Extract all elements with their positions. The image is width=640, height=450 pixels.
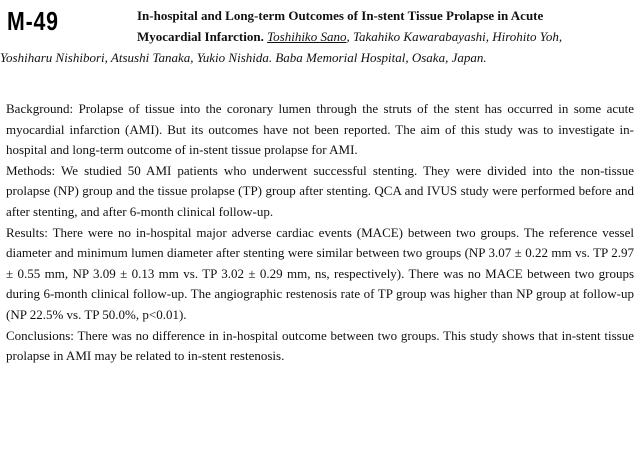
title-authors-line: [0, 26, 636, 47]
presenting-author: Toshihiko Sano: [267, 29, 347, 44]
conclusions-paragraph: [6, 326, 634, 367]
methods-paragraph: [6, 161, 634, 223]
authors-affiliation: Yoshiharu Nishibori, Atsushi Tanaka, Yukio Nishida. Baba Memorial Hospital, Osaka, Japan.: [0, 50, 487, 65]
background-paragraph: [6, 99, 634, 161]
results-text: There were no in-hospital major adverse cardiac events (MACE) between two groups. The reference vessel diameter and minimum lumen diameter after stenting were similar between two groups (NP 3.07 ± 0.22 mm vs. TP 2.97 ± 0.55 mm, NP 3.09 ± 0.13 mm vs. TP 3.02 ± 0.29 mm, ns, respectively). There was no MACE between two groups during 6-month clinical follow-up. The angiographic restenosis rate of TP group was higher than NP group at follow-up (NP 22.5% vs. TP 50.0%, p<0.01).: [6, 224, 634, 322]
co-authors: , Takahiko Kawarabayashi, Hirohito Yoh,: [346, 29, 563, 44]
abstract-header: [0, 5, 636, 68]
abstract-body: [6, 99, 634, 367]
results-label: Results:: [6, 224, 48, 240]
abstract-title-line-2: Myocardial Infarction.: [137, 29, 264, 44]
abstract-title-line-1: In-hospital and Long-term Outcomes of In-stent Tissue Prolapse in Acute: [137, 8, 544, 23]
conclusions-label: Conclusions:: [6, 327, 74, 343]
background-text: Prolapse of tissue into the coronary lumen through the struts of the stent has occurred in some acute myocardial infarction (AMI). But its outcomes have not been reported. The aim of this study was to investigate in-hospital and long-term outcome of in-stent tissue prolapse for AMI.: [6, 101, 634, 158]
abstract-code: M-49: [7, 6, 59, 36]
conclusions-text: There was no difference in in-hospital outcome between two groups. This study shows that in-stent tissue prolapse in AMI may be related to in-stent restenosis.: [6, 327, 635, 364]
background-label: Background:: [6, 101, 74, 116]
methods-label: Methods:: [6, 162, 56, 178]
results-paragraph: [6, 223, 634, 326]
methods-text: We studied 50 AMI patients who underwent successful stenting. They were divided into the non-tissue prolapse (NP) group and the tissue prolapse (TP) group after stenting. QCA and IVUS study were performed before and after stenting, and after 6-month clinical follow-up.: [6, 162, 635, 219]
